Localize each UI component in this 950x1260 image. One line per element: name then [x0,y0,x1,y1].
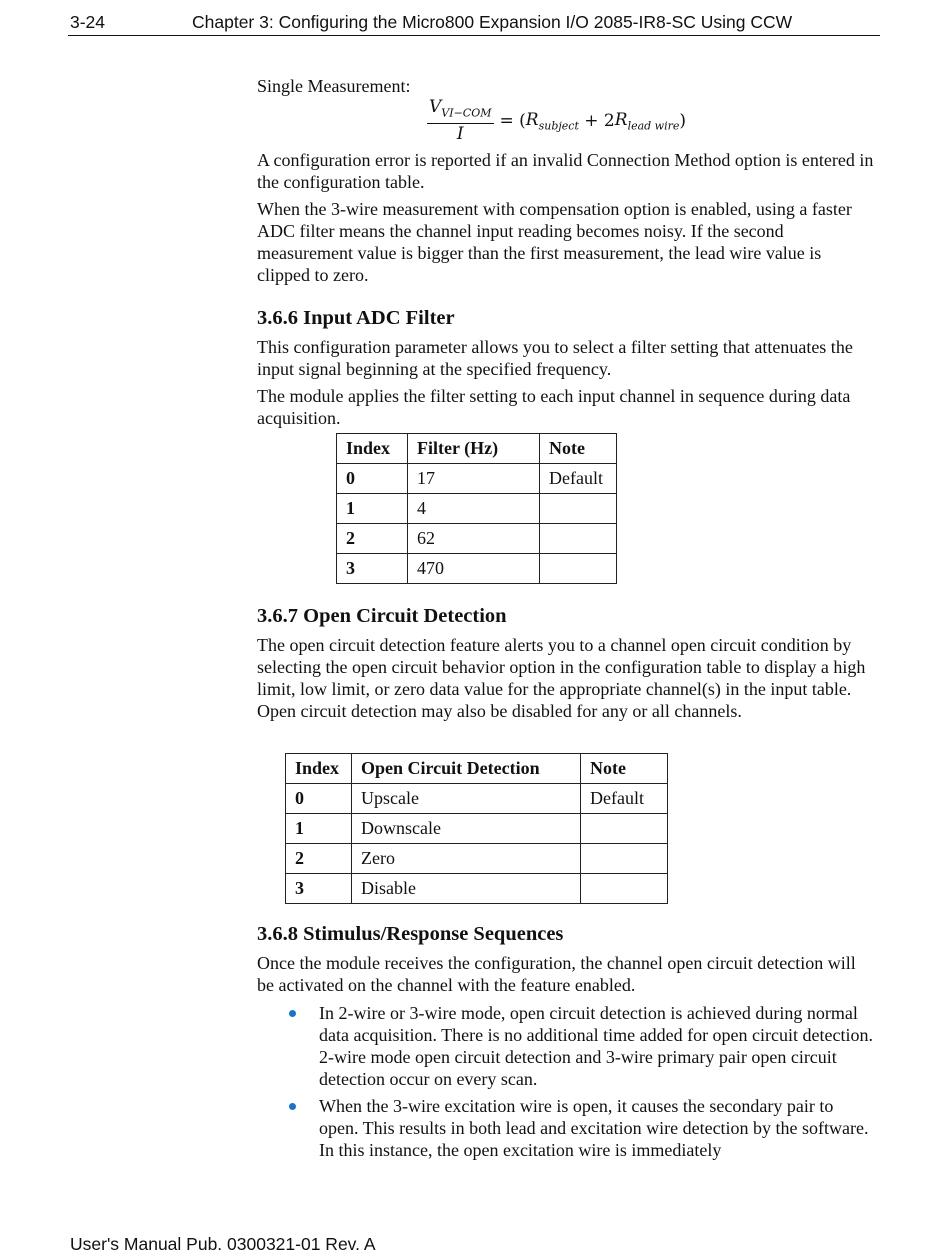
table-row [337,554,617,584]
list-item [257,1002,877,1090]
measurement-formula [427,97,877,145]
table-cell: Disable [352,874,581,904]
table-cell [540,554,617,584]
open-circuit-paragraph: The open circuit detection feature alerts you to a channel open circuit condition by selecting the open circuit behavior option in the configuration table to display a high limit, low limit, or zero data value for the appropriate channel(s) in the input table. Open circuit detection may also be disabled for any or all channels. [257,635,866,721]
table-cell: Zero [352,844,581,874]
formula-equals: = ( [499,111,526,131]
chapter-title: Chapter 3: Configuring the Micro800 Expansion I/O 2085-IR8-SC Using CCW [192,12,793,32]
three-wire-paragraph: When the 3-wire measurement with compensation option is enabled, using a faster ADC filter means the channel input reading becomes noisy. If the second measurement value is bigger than the first measurement, the lead wire value is clipped to zero. [257,199,852,285]
table-cell: 0 [286,784,352,814]
list-item-text: When the 3-wire excitation wire is open, it causes the secondary pair to open. This results in both lead and excitation wire detection by the software. In this instance, the open excitation wire is immediately [319,1096,869,1160]
adc-filter-paragraph-2: The module applies the filter setting to each input channel in sequence during data acquisition. [257,386,851,428]
open-circuit-table [285,753,668,904]
section-heading-stimulus-response: 3.6.8 Stimulus/Response Sequences [257,923,564,945]
table-cell: Default [581,784,668,814]
list-item [257,1095,877,1161]
table-cell: 2 [337,524,408,554]
formula-close: ) [679,111,687,131]
table-cell: 470 [408,554,540,584]
table-row [337,464,617,494]
table-row [337,494,617,524]
list-item-text: In 2-wire or 3-wire mode, open circuit detection is achieved during normal data acquisition. There is no additional time added for open circuit detection. 2-wire mode open circuit detection and 3-wire primary pair open circuit detection occur on every scan. [319,1003,873,1089]
main-content [257,75,877,1166]
formula-numerator: $V_{VI-COM}$ [427,98,494,124]
table-cell: 4 [408,494,540,524]
section-heading-open-circuit-detection: 3.6.7 Open Circuit Detection [257,605,507,627]
table-cell: 0 [337,464,408,494]
formula-r-lead-wire: $R_{lead wire}$ [614,109,680,133]
table-row [286,814,668,844]
table-cell: Upscale [352,784,581,814]
table-header-cell: Note [581,754,668,784]
table-cell: 17 [408,464,540,494]
table-cell: Default [540,464,617,494]
table-header-cell: Index [337,434,408,464]
table-header-row [337,434,617,464]
table-header-cell: Note [540,434,617,464]
single-measurement-label: Single Measurement: [257,76,411,96]
table-header-row [286,754,668,784]
table-row [337,524,617,554]
table-row [286,844,668,874]
table-cell [581,874,668,904]
page-header [68,12,880,36]
table-cell [540,494,617,524]
formula-denominator: I [456,124,464,145]
config-error-paragraph: A configuration error is reported if an invalid Connection Method option is entered in the configuration table. [257,150,874,192]
formula-r-subject: $R_{subject}$ [525,109,579,133]
adc-filter-table [336,433,617,584]
table-header-cell: Open Circuit Detection [352,754,581,784]
formula-fraction [427,98,494,144]
table-row [286,784,668,814]
table-header-cell: Index [286,754,352,784]
table-cell [581,844,668,874]
stimulus-bullet-list [257,1002,877,1161]
table-cell: 1 [337,494,408,524]
page-footer: User's Manual Pub. 0300321-01 Rev. A [70,1234,376,1254]
table-header-cell: Filter (Hz) [408,434,540,464]
table-cell: Downscale [352,814,581,844]
table-cell: 3 [337,554,408,584]
table-cell: 1 [286,814,352,844]
table-cell: 2 [286,844,352,874]
table-cell [581,814,668,844]
table-cell: 62 [408,524,540,554]
adc-filter-paragraph-1: This configuration parameter allows you to select a filter setting that attenuates the input signal beginning at the specified frequency. [257,337,853,379]
stimulus-paragraph: Once the module receives the configuration, the channel open circuit detection will be activated on the channel with the feature enabled. [257,953,856,995]
table-row [286,874,668,904]
bullet-icon [289,1010,296,1017]
section-heading-input-adc-filter: 3.6.6 Input ADC Filter [257,307,455,329]
table-cell [540,524,617,554]
page-number: 3-24 [70,12,106,32]
bullet-icon [289,1103,296,1110]
formula-plus: + 2 [578,111,615,131]
table-cell: 3 [286,874,352,904]
